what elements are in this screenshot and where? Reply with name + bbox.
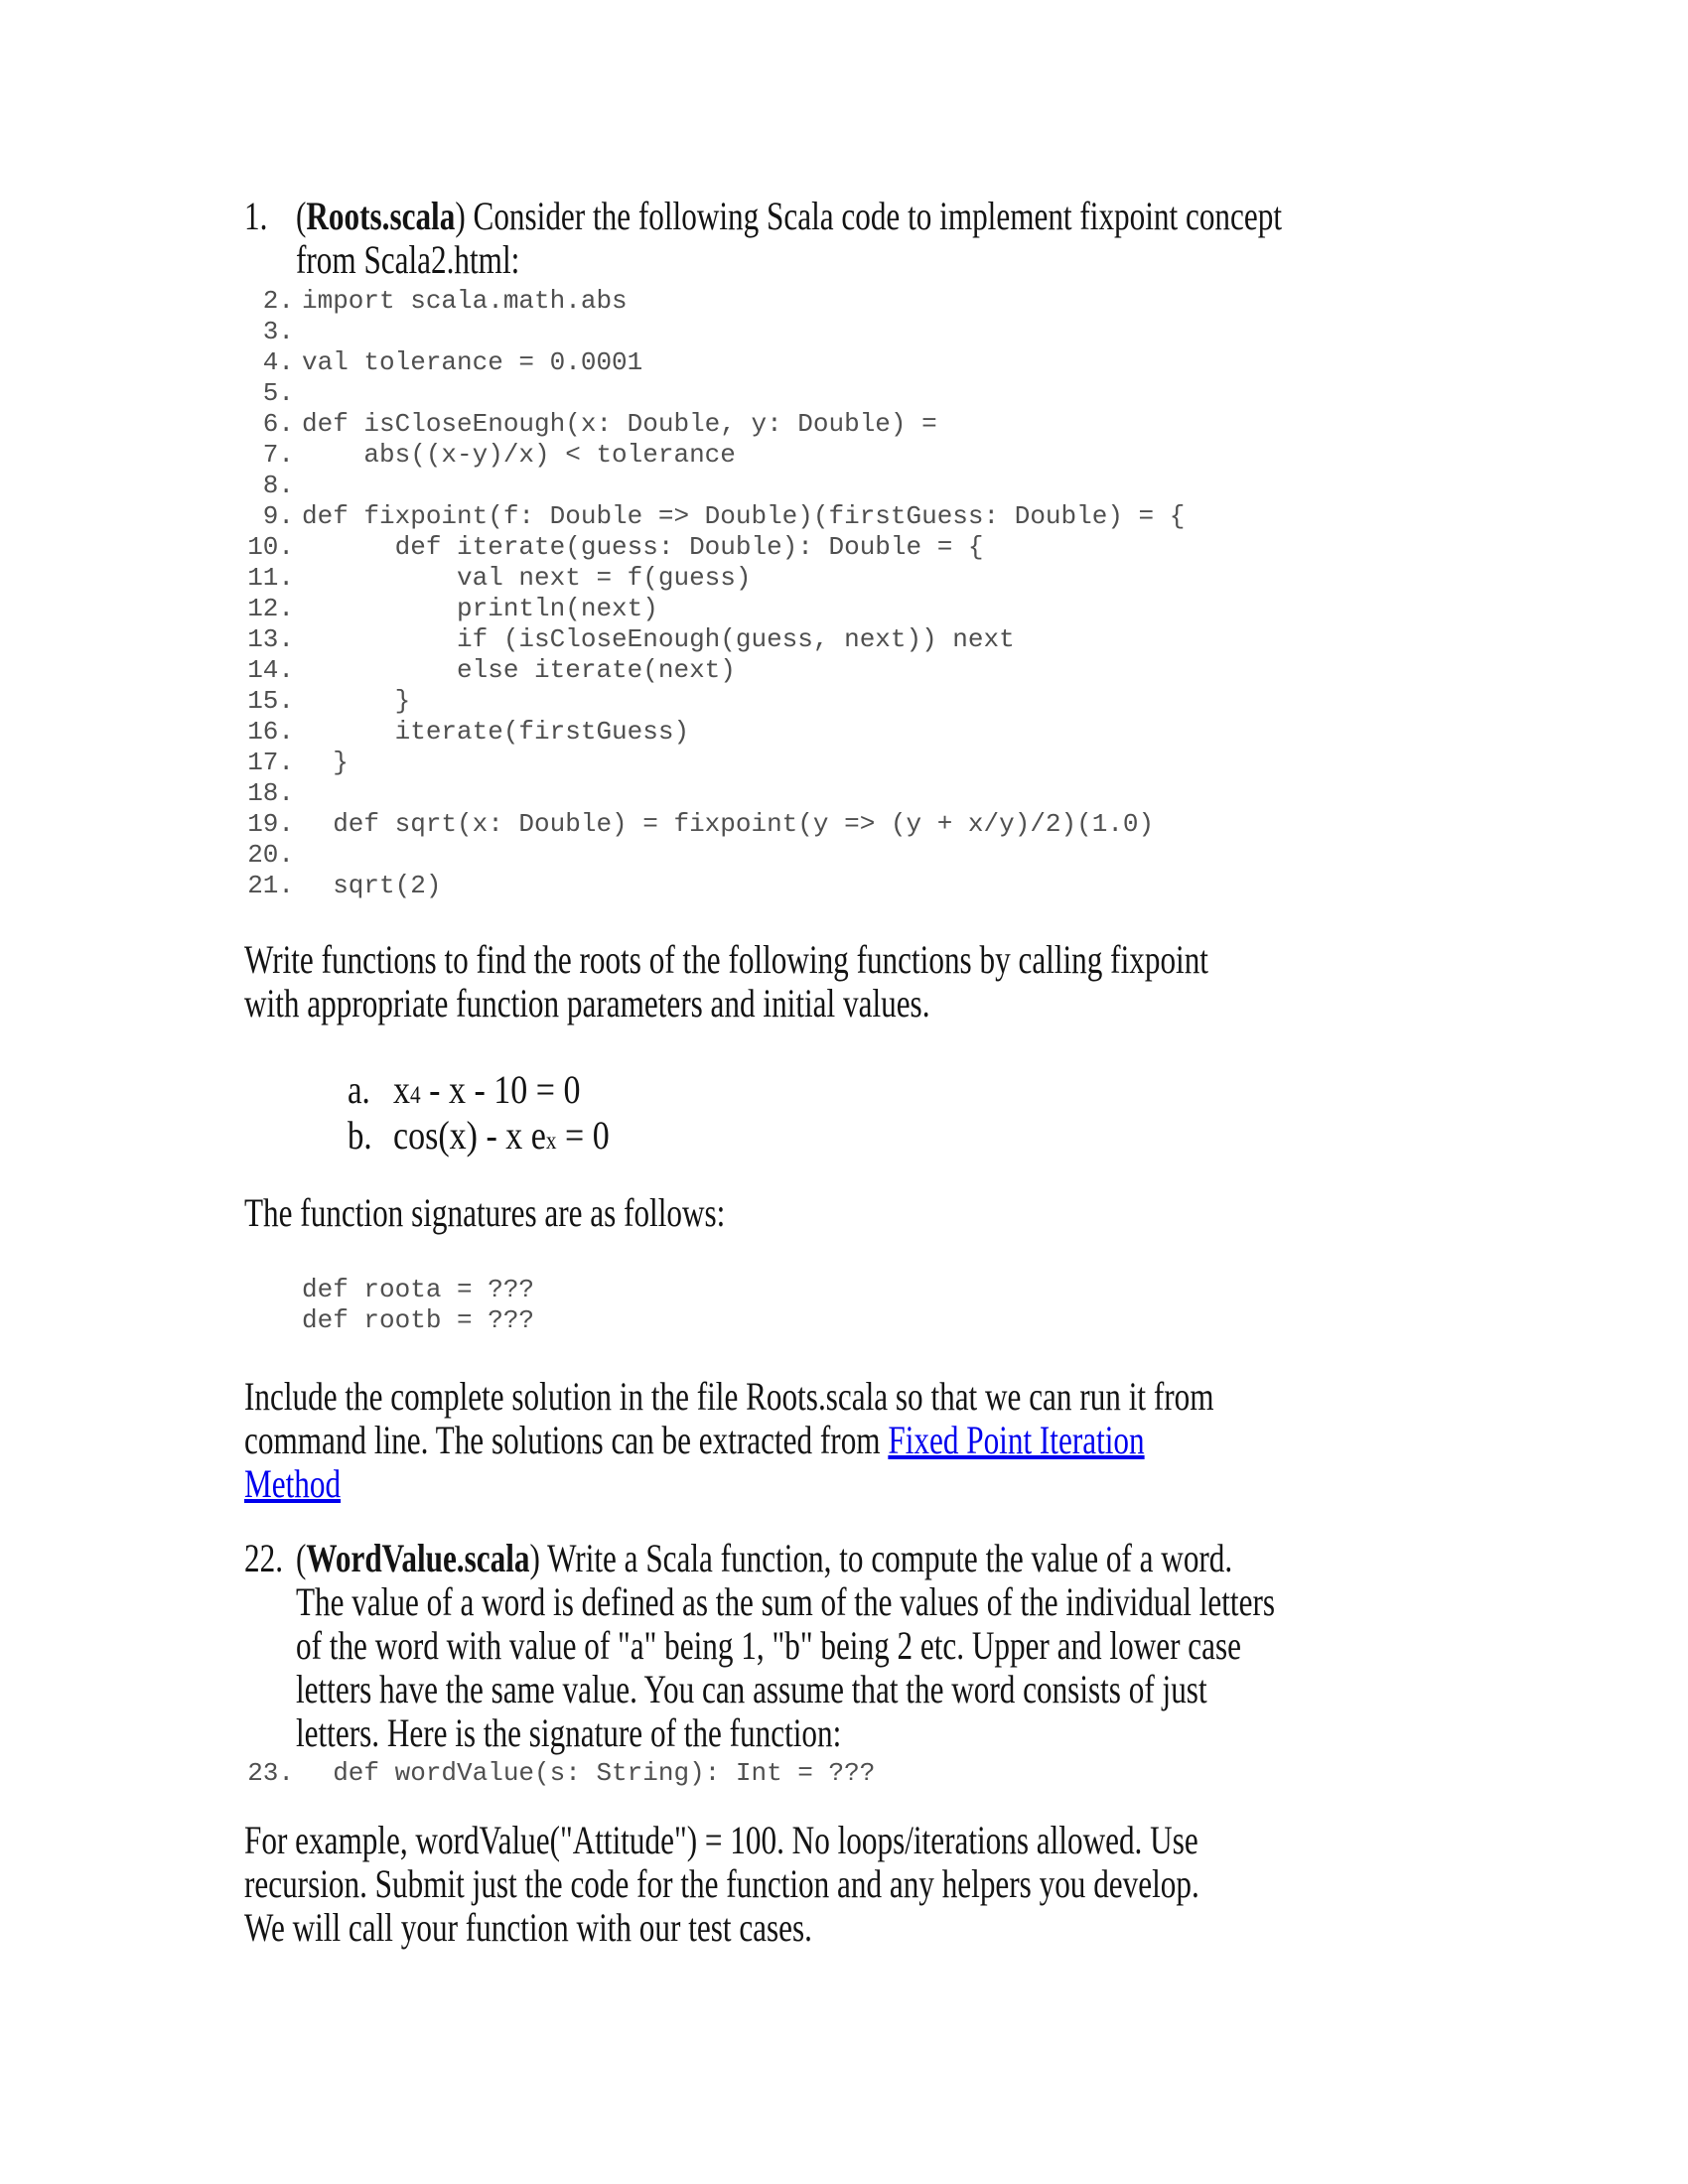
text-segment: cos(x) - x e <box>393 1113 546 1158</box>
paragraph-line: Write functions to find the roots of the following functions by calling fixpoint <box>244 937 1208 982</box>
item-22 <box>244 1537 1638 1755</box>
code-line <box>244 317 1638 347</box>
equation-list <box>244 1067 1638 1159</box>
item-22-text <box>296 1537 1551 1755</box>
text-segment: x <box>393 1067 410 1112</box>
code-text: val next = f(guess) <box>302 563 752 593</box>
code-text: def iterate(guess: Double): Double = { <box>302 532 984 562</box>
paragraph-line: We will call your function with our test cases. <box>244 1905 812 1950</box>
code-text: def roota = ??? <box>302 1275 535 1304</box>
code-text: if (isCloseEnough(guess, next)) next <box>302 624 1015 654</box>
code-text: import scala.math.abs <box>302 286 628 316</box>
text-segment: The value of a word is defined as the sum of the values of the individual letters <box>296 1579 1275 1624</box>
code-line <box>244 624 1638 655</box>
code-line-number: 13. <box>247 624 294 654</box>
equation-item <box>348 1113 1638 1159</box>
text-segment: Include the complete solution in the file Roots.scala so that we can run it from <box>244 1374 1214 1419</box>
item-1-title-line <box>296 238 1282 282</box>
code-line-number: 5. <box>262 378 294 408</box>
code-text: println(next) <box>302 594 658 623</box>
code-text: def fixpoint(f: Double => Double)(firstGuess: Double) = { <box>302 501 1186 531</box>
equation-item-marker: a. <box>348 1067 370 1112</box>
code-text: def rootb = ??? <box>302 1305 535 1335</box>
code-line <box>244 471 1638 501</box>
include-solution-paragraph <box>244 1375 1638 1506</box>
code-line-number: 6. <box>262 409 294 439</box>
code-line-number: 16. <box>247 717 294 747</box>
code-line <box>244 501 1638 532</box>
text-segment: x <box>545 1128 557 1155</box>
bold-filename: WordValue.scala <box>306 1536 530 1580</box>
item-22-line <box>296 1624 1275 1668</box>
code-line <box>244 347 1638 378</box>
code-line <box>244 717 1638 748</box>
document-page <box>244 195 1638 1950</box>
code-line <box>302 1305 1638 1336</box>
code-line <box>244 686 1638 717</box>
code-line <box>244 440 1638 471</box>
code-line <box>244 871 1638 901</box>
equation-item <box>348 1067 1638 1113</box>
code-line-number: 4. <box>262 347 294 377</box>
text-segment: - x - 10 = 0 <box>420 1067 581 1112</box>
code-text: } <box>302 748 349 777</box>
code-line <box>302 1275 1638 1305</box>
signature-code-block <box>302 1275 1638 1336</box>
code-line-number: 3. <box>262 317 294 346</box>
code-text: abs((x-y)/x) < tolerance <box>302 440 736 470</box>
text-segment: from Scala2.html: <box>296 237 520 282</box>
code-text: sqrt(2) <box>302 871 442 900</box>
code-line-number: 18. <box>247 778 294 808</box>
paragraph-line: For example, wordValue("Attitude") = 100. No loops/iterations allowed. Use <box>244 1818 1198 1862</box>
scala-code-block <box>244 286 1638 901</box>
item-1 <box>244 195 1638 282</box>
code-line-number: 14. <box>247 655 294 685</box>
paragraph-line: recursion. Submit just the code for the function and any helpers you develop. <box>244 1861 1199 1906</box>
code-line-number: 9. <box>262 501 294 531</box>
item-1-title <box>296 195 1560 282</box>
code-line-number: 19. <box>247 809 294 839</box>
paragraph-line <box>244 1375 1332 1419</box>
item-22-marker: 22. <box>244 1536 283 1580</box>
item-1-title-line <box>296 195 1282 238</box>
code-line-number: 21. <box>247 871 294 900</box>
code-line <box>244 594 1638 624</box>
text-segment: = 0 <box>556 1113 610 1158</box>
code-text: val tolerance = 0.0001 <box>302 347 643 377</box>
text-segment: letters have the same value. You can assume that the word consists of just <box>296 1667 1207 1711</box>
code-text: def isCloseEnough(x: Double, y: Double) = <box>302 409 937 439</box>
write-functions-paragraph <box>244 938 1638 1025</box>
final-paragraph <box>244 1819 1638 1950</box>
text-segment: 4 <box>410 1082 421 1109</box>
text-segment: ) Consider the following Scala code to implement fixpoint concept <box>455 194 1283 238</box>
code-line <box>244 378 1638 409</box>
code-text: iterate(firstGuess) <box>302 717 690 747</box>
signatures-paragraph-text: The function signatures are as follows: <box>244 1190 726 1235</box>
code-text: } <box>302 686 411 716</box>
code-line <box>244 286 1638 317</box>
equation-item-marker: b. <box>348 1113 372 1158</box>
code-line-number: 12. <box>247 594 294 623</box>
paragraph-line: with appropriate function parameters and initial values. <box>244 981 930 1025</box>
code-line <box>244 1758 1638 1789</box>
bold-filename: Roots.scala <box>306 194 456 238</box>
item-22-line <box>296 1580 1275 1624</box>
code-line <box>244 563 1638 594</box>
code-line <box>244 409 1638 440</box>
text-segment: ( <box>296 194 307 238</box>
fixed-point-iteration-link[interactable]: Fixed Point Iteration <box>888 1418 1145 1462</box>
item-1-marker: 1. <box>244 194 268 238</box>
paragraph-line <box>244 1419 1332 1462</box>
code-text: def sqrt(x: Double) = fixpoint(y => (y + x/y)/2)(1.0) <box>302 809 1155 839</box>
item-22-line <box>296 1668 1275 1711</box>
code-line-number: 11. <box>247 563 294 593</box>
text-segment: ) Write a Scala function, to compute the value of a word. <box>529 1536 1233 1580</box>
code-line <box>244 809 1638 840</box>
code-line <box>244 655 1638 686</box>
equation-text <box>393 1067 580 1119</box>
code-line-number: 17. <box>247 748 294 777</box>
code-line-number: 10. <box>247 532 294 562</box>
text-segment: of the word with value of "a" being 1, "b" being 2 etc. Upper and lower case <box>296 1623 1241 1668</box>
code-line-number: 20. <box>247 840 294 870</box>
code-text: else iterate(next) <box>302 655 736 685</box>
item-22-line <box>296 1711 1275 1755</box>
wordvalue-signature-line <box>244 1758 1638 1789</box>
paragraph-line <box>244 1462 1332 1506</box>
equation-text <box>393 1113 610 1164</box>
item-22-line <box>296 1537 1275 1580</box>
fixed-point-iteration-link[interactable]: Method <box>244 1461 342 1506</box>
code-text <box>294 840 302 871</box>
code-line-number: 7. <box>262 440 294 470</box>
code-text <box>294 317 302 347</box>
text-segment: ( <box>296 1536 307 1580</box>
code-line <box>244 532 1638 563</box>
text-segment: letters. Here is the signature of the function: <box>296 1710 842 1755</box>
code-line <box>244 778 1638 809</box>
code-line-number: 2. <box>262 286 294 316</box>
code-line <box>244 840 1638 871</box>
code-line-number: 15. <box>247 686 294 716</box>
code-line-number: 23. <box>247 1758 294 1788</box>
text-segment: command line. The solutions can be extracted from <box>244 1418 889 1462</box>
code-line <box>244 748 1638 778</box>
code-text <box>294 471 302 501</box>
code-text <box>294 378 302 409</box>
code-text: def wordValue(s: String): Int = ??? <box>302 1758 876 1788</box>
code-text <box>294 778 302 809</box>
signatures-paragraph <box>244 1191 1638 1235</box>
code-line-number: 8. <box>262 471 294 500</box>
